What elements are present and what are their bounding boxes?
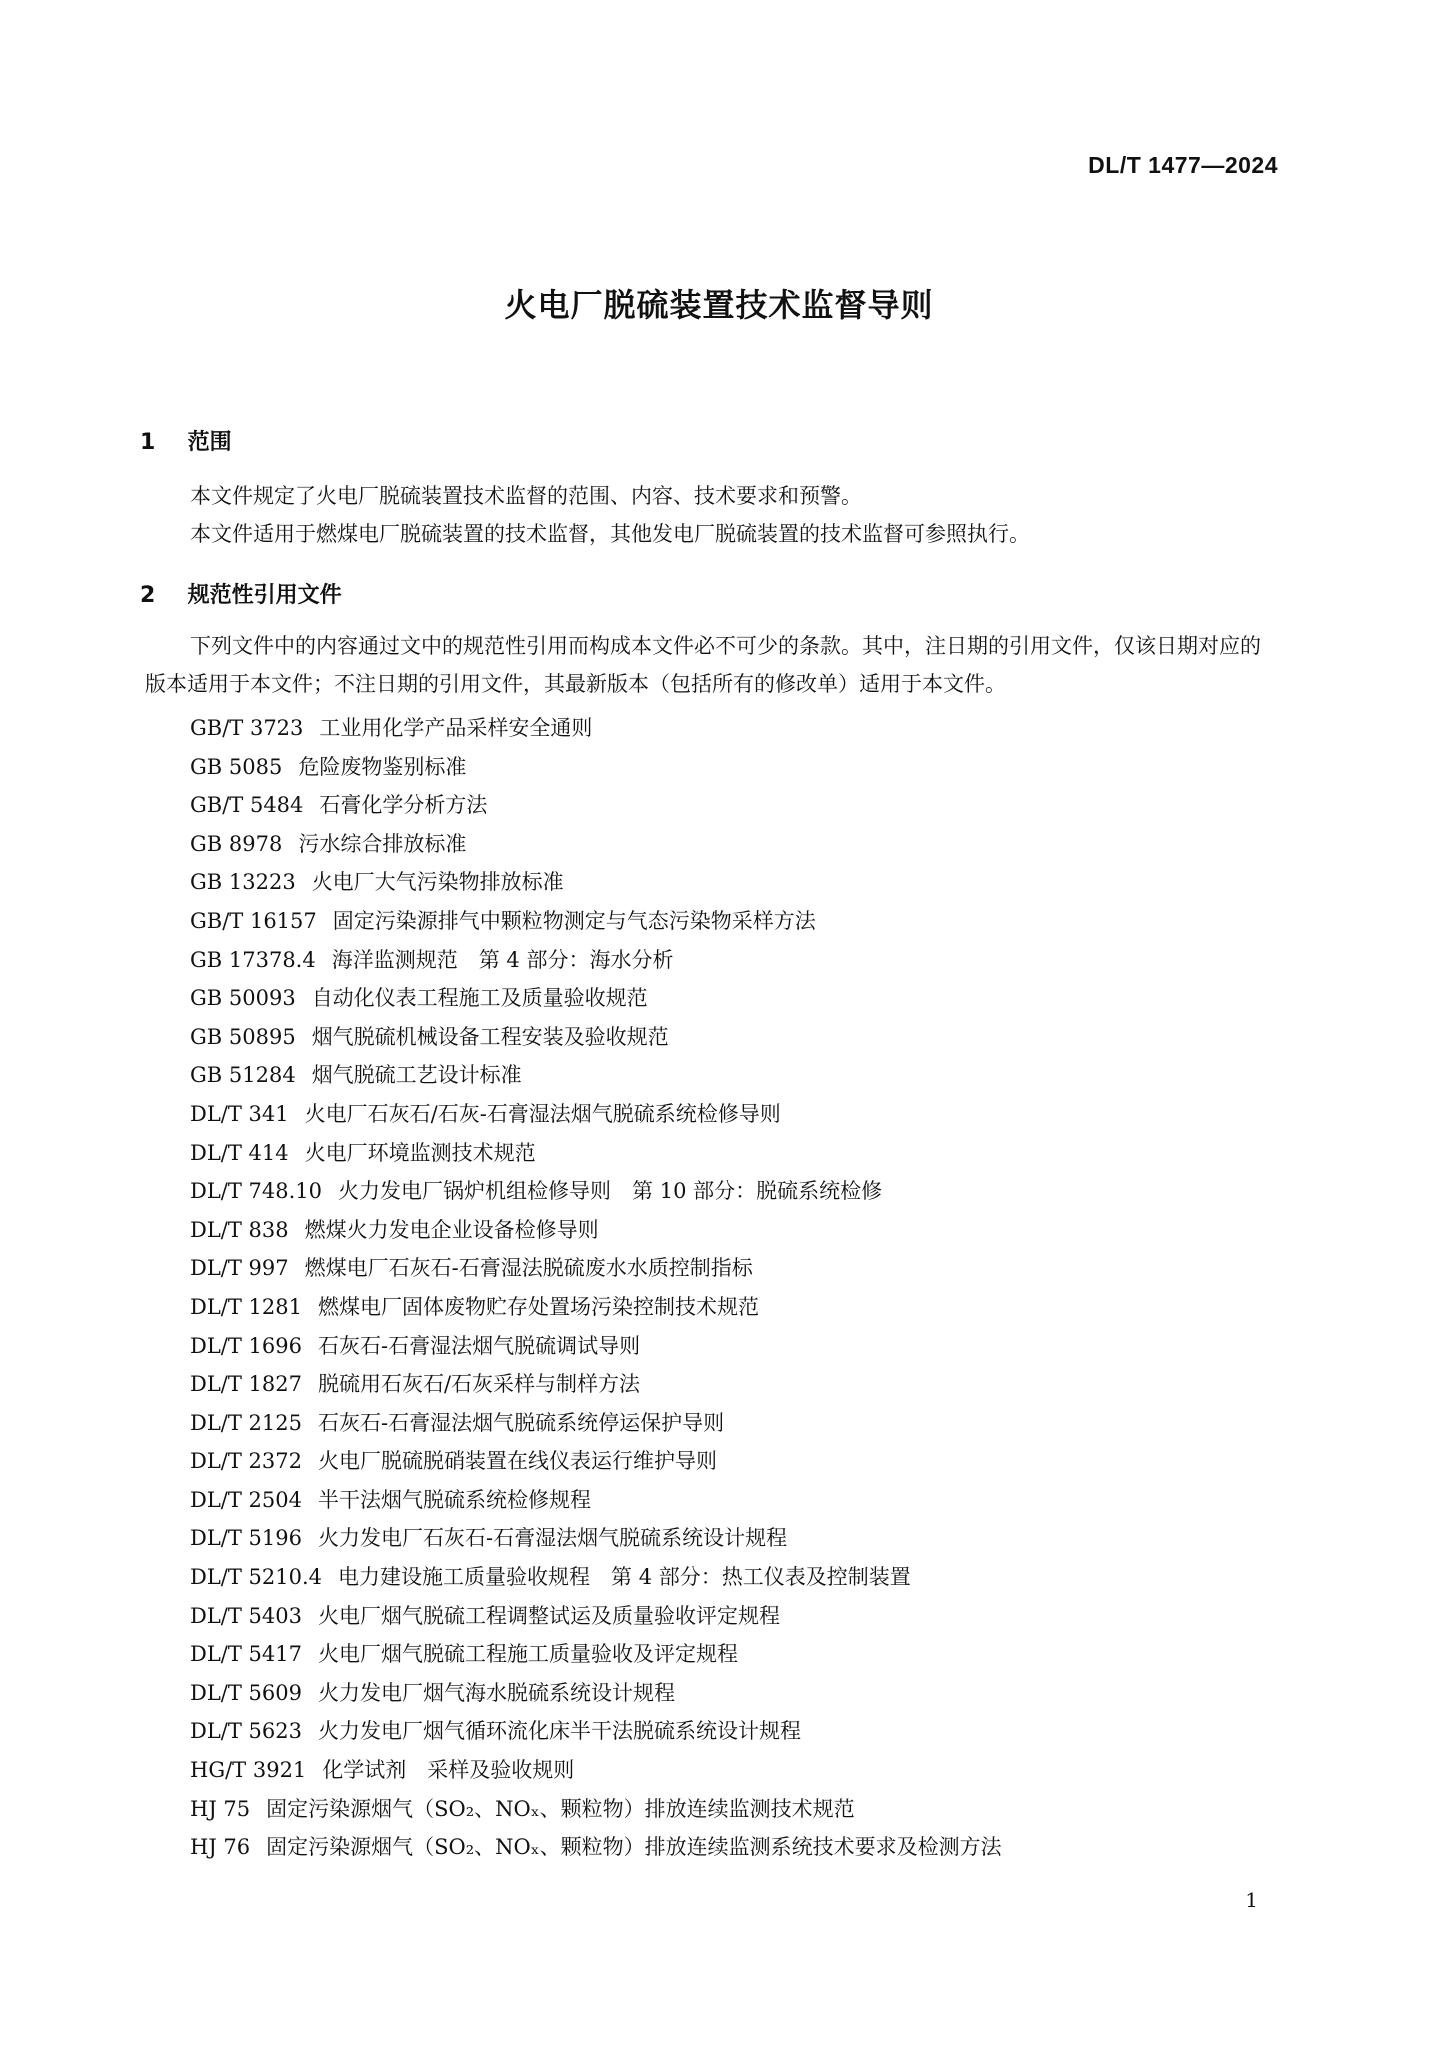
page-number: 1	[1245, 1888, 1258, 1912]
reference-title: 石灰石-石膏湿法烟气脱硫调试导则	[317, 1333, 641, 1358]
reference-code: DL/T 838	[190, 1217, 289, 1242]
reference-code: DL/T 5623	[190, 1719, 302, 1744]
reference-code: DL/T 341	[190, 1101, 289, 1126]
reference-item	[190, 1558, 1002, 1597]
reference-item	[190, 1828, 1002, 1867]
reference-code: DL/T 1827	[190, 1372, 302, 1397]
section-2-number: 2	[140, 583, 156, 608]
reference-item	[190, 709, 1002, 748]
reference-item	[190, 1790, 1002, 1829]
reference-item	[190, 1751, 1002, 1790]
reference-item	[190, 1442, 1002, 1481]
reference-title: 火力发电厂烟气循环流化床半干法脱硫系统设计规程	[317, 1719, 801, 1744]
reference-code: DL/T 5210.4	[190, 1565, 323, 1590]
reference-title: 污水综合排放标准	[298, 831, 467, 856]
reference-title: 固定污染源排气中颗粒物测定与气态污染物采样方法	[332, 908, 816, 933]
reference-title: 固定污染源烟气（SO₂、NOₓ、颗粒物）排放连续监测技术规范	[266, 1796, 855, 1821]
reference-code: DL/T 5609	[190, 1680, 302, 1705]
reference-item	[190, 1481, 1002, 1520]
reference-code: DL/T 5196	[190, 1526, 302, 1551]
reference-title: 火力发电厂石灰石-石膏湿法烟气脱硫系统设计规程	[317, 1526, 788, 1551]
reference-code: HJ 76	[190, 1835, 251, 1860]
reference-item	[190, 786, 1002, 825]
reference-code: DL/T 748.10	[190, 1179, 323, 1204]
reference-title: 石膏化学分析方法	[319, 793, 488, 818]
reference-code: GB 51284	[190, 1063, 296, 1088]
reference-code: GB 50895	[190, 1024, 296, 1049]
section-1-paragraph: 本文件规定了火电厂脱硫装置技术监督的范围、内容、技术要求和预警。	[190, 484, 862, 508]
reference-code: DL/T 5403	[190, 1603, 302, 1628]
section-1-number: 1	[140, 430, 156, 455]
reference-title: 火电厂大气污染物排放标准	[311, 870, 564, 895]
reference-item	[190, 863, 1002, 902]
section-1-paragraph: 本文件适用于燃煤电厂脱硫装置的技术监督，其他发电厂脱硫装置的技术监督可参照执行。	[190, 522, 1030, 546]
reference-title: 化学试剂 采样及验收规则	[322, 1758, 575, 1783]
reference-title: 燃煤电厂石灰石-石膏湿法脱硫废水水质控制指标	[304, 1256, 753, 1281]
reference-code: HJ 75	[190, 1796, 251, 1821]
reference-code: GB 8978	[190, 831, 283, 856]
reference-code: DL/T 997	[190, 1256, 289, 1281]
reference-item	[190, 1056, 1002, 1095]
reference-code: GB 13223	[190, 870, 296, 895]
reference-code: DL/T 5417	[190, 1642, 302, 1667]
reference-title: 半干法烟气脱硫系统检修规程	[317, 1487, 591, 1512]
reference-code: GB 17378.4	[190, 947, 316, 972]
reference-title: 自动化仪表工程施工及质量验收规范	[311, 986, 648, 1011]
reference-item	[190, 1134, 1002, 1173]
reference-title: 火电厂脱硫脱硝装置在线仪表运行维护导则	[317, 1449, 717, 1474]
reference-code: GB 5085	[190, 754, 283, 779]
reference-item	[190, 1597, 1002, 1636]
reference-item	[190, 1635, 1002, 1674]
reference-item	[190, 1404, 1002, 1443]
reference-code: DL/T 414	[190, 1140, 289, 1165]
reference-list	[190, 709, 1002, 1867]
reference-title: 烟气脱硫机械设备工程安装及验收规范	[311, 1024, 669, 1049]
reference-code: GB 50093	[190, 986, 296, 1011]
reference-title: 火电厂石灰石/石灰-石膏湿法烟气脱硫系统检修导则	[304, 1101, 781, 1126]
reference-code: DL/T 2125	[190, 1410, 302, 1435]
reference-code: DL/T 1696	[190, 1333, 302, 1358]
reference-title: 火电厂环境监测技术规范	[304, 1140, 536, 1165]
section-2-body	[145, 627, 1278, 703]
reference-item	[190, 1674, 1002, 1713]
reference-item	[190, 902, 1002, 941]
reference-item	[190, 1712, 1002, 1751]
reference-title: 脱硫用石灰石/石灰采样与制样方法	[317, 1372, 641, 1397]
reference-code: DL/T 2372	[190, 1449, 302, 1474]
reference-item	[190, 1018, 1002, 1057]
reference-code: HG/T 3921	[190, 1758, 307, 1783]
reference-item	[190, 1519, 1002, 1558]
reference-title: 危险废物鉴别标准	[298, 754, 467, 779]
document-title: 火电厂脱硫装置技术监督导则	[504, 286, 934, 324]
reference-title: 燃煤火力发电企业设备检修导则	[304, 1217, 599, 1242]
reference-title: 海洋监测规范 第 4 部分：海水分析	[331, 947, 674, 972]
reference-item	[190, 1327, 1002, 1366]
reference-title: 工业用化学产品采样安全通则	[319, 716, 593, 740]
reference-title: 火力发电厂烟气海水脱硫系统设计规程	[317, 1680, 675, 1705]
reference-title: 烟气脱硫工艺设计标准	[311, 1063, 522, 1088]
reference-code: DL/T 2504	[190, 1487, 302, 1512]
standard-code: DL/T 1477—2024	[1088, 152, 1278, 178]
reference-title: 火电厂烟气脱硫工程调整试运及质量验收评定规程	[317, 1603, 780, 1628]
section-2-intro: 下列文件中的内容通过文中的规范性引用而构成本文件必不可少的条款。其中，注日期的引用文件，仅该日期对应的版本适用于本文件；不注日期的引用文件，其最新版本（包括所有的修改单）适用于本文件。	[145, 634, 1261, 696]
reference-title: 火力发电厂锅炉机组检修导则 第 10 部分：脱硫系统检修	[338, 1179, 883, 1204]
reference-item	[190, 1211, 1002, 1250]
section-1-heading	[140, 425, 232, 456]
reference-item	[190, 1249, 1002, 1288]
reference-item	[190, 941, 1002, 980]
section-1-title: 范围	[187, 430, 232, 455]
section-2-heading	[140, 578, 342, 609]
reference-title: 燃煤电厂固体废物贮存处置场污染控制技术规范	[317, 1294, 759, 1319]
reference-code: GB/T 5484	[190, 793, 304, 818]
reference-item	[190, 979, 1002, 1018]
reference-title: 火电厂烟气脱硫工程施工质量验收及评定规程	[317, 1642, 738, 1667]
reference-item	[190, 1365, 1002, 1404]
reference-title: 固定污染源烟气（SO₂、NOₓ、颗粒物）排放连续监测系统技术要求及检测方法	[266, 1835, 1002, 1860]
reference-item	[190, 825, 1002, 864]
reference-item	[190, 1288, 1002, 1327]
reference-item	[190, 748, 1002, 787]
section-2-title: 规范性引用文件	[187, 583, 342, 608]
reference-item	[190, 1095, 1002, 1134]
reference-title: 电力建设施工质量验收规程 第 4 部分：热工仪表及控制装置	[338, 1565, 911, 1590]
reference-code: GB/T 16157	[190, 908, 317, 933]
reference-item	[190, 1172, 1002, 1211]
reference-code: DL/T 1281	[190, 1294, 302, 1319]
reference-code: GB/T 3723	[190, 716, 304, 740]
section-1-body	[145, 477, 1278, 553]
reference-title: 石灰石-石膏湿法烟气脱硫系统停运保护导则	[317, 1410, 725, 1435]
